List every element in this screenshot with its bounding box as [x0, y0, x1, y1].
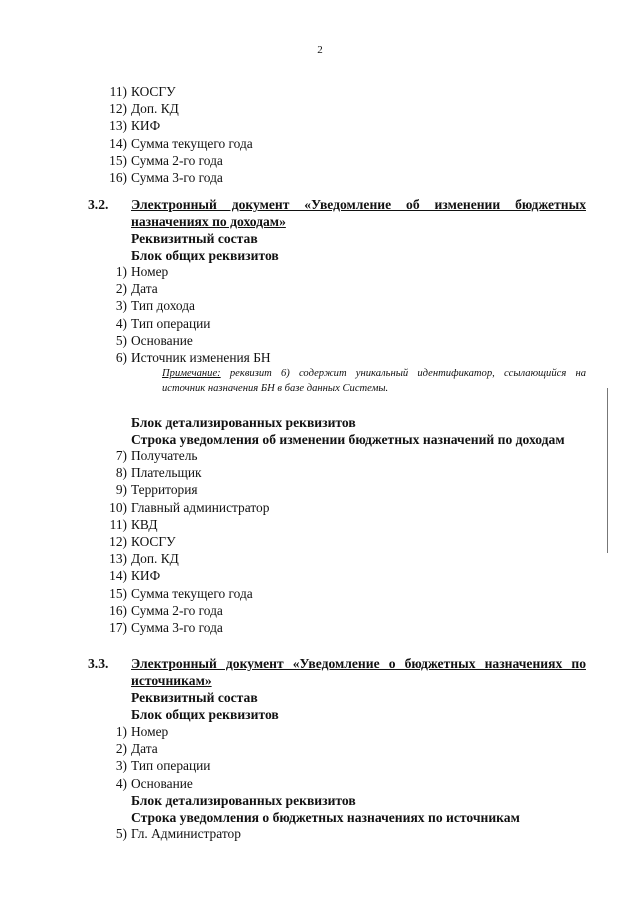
list-item-text: Тип дохода: [131, 298, 195, 314]
list-item: [101, 169, 501, 186]
list-item: [101, 315, 501, 332]
list-item-text: КИФ: [131, 568, 161, 584]
list-item: [101, 263, 501, 280]
list-item-text: Территория: [131, 482, 198, 498]
list-item-number: 15): [109, 152, 127, 168]
list-item: [101, 447, 501, 464]
list-item-text: КОСГУ: [131, 84, 176, 99]
section-3-2-title-line2: назначениях по доходам»: [131, 214, 286, 229]
section-3-3-detail-block-title: Блок детализированных реквизитов: [131, 793, 356, 808]
list-item-text: КОСГУ: [131, 534, 176, 549]
section-3-3-subtitle: Реквизитный состав: [131, 690, 258, 705]
list-item-number: 5): [115, 332, 127, 348]
list-item-text: Тип операции: [131, 758, 211, 774]
list-item-number: 5): [115, 826, 127, 841]
list-item-text: Главный администратор: [131, 499, 270, 515]
list-item: [101, 152, 501, 169]
list-item: [101, 740, 501, 757]
list-item-number: 15): [109, 585, 127, 601]
section-3-2-common-block-title: Блок общих реквизитов: [131, 248, 279, 263]
list-item: [101, 297, 501, 314]
list-item-text: Основание: [131, 332, 193, 348]
list-item-number: 17): [109, 620, 127, 635]
section-3-3-title-line2: источникам»: [131, 673, 212, 688]
list-item: [101, 516, 501, 533]
list-item-number: 14): [109, 135, 127, 151]
note-label: Примечание:: [162, 368, 221, 379]
list-item-number: 2): [115, 741, 127, 757]
list-item: [101, 117, 501, 134]
list-item-text: Номер: [131, 724, 169, 739]
list-item-text: КИФ: [131, 118, 161, 134]
section-3-2-detail-row-title: Строка уведомления об изменении бюджетных назначений по доходам: [131, 432, 565, 447]
list-item-text: Сумма текущего года: [131, 135, 253, 151]
list-item-text: Доп. КД: [131, 551, 179, 567]
list-item: [101, 280, 501, 297]
list-item-text: Источник изменения БН: [131, 350, 271, 365]
list-item: [101, 533, 501, 550]
list-item-number: 12): [109, 101, 127, 117]
list-item: [101, 757, 501, 774]
list-item: [101, 567, 501, 584]
list-item-text: Сумма 3-го года: [131, 620, 223, 635]
list-item: [101, 585, 501, 602]
list-item-text: Основание: [131, 775, 193, 791]
list-item: [101, 464, 501, 481]
section-3-2-detail-block-title: Блок детализированных реквизитов: [131, 415, 356, 430]
list-item: [101, 83, 501, 100]
list-item-text: Гл. Администратор: [131, 826, 241, 841]
list-item-number: 12): [109, 534, 127, 549]
list-item: [101, 602, 501, 619]
list-item: [101, 825, 501, 842]
list-item-text: Дата: [131, 741, 158, 757]
list-item-number: 8): [115, 465, 127, 481]
section-3-2-title-line1: Электронный документ «Уведомление об изменении бюджетных: [131, 197, 586, 212]
list-item-number: 6): [115, 350, 127, 365]
section-3-2-subtitle: Реквизитный состав: [131, 231, 258, 246]
note-line1: реквизит 6) содержит уникальный идентификатор, ссылающийся на: [220, 368, 586, 379]
margin-mark: [607, 388, 608, 553]
list-item-number: 10): [109, 499, 127, 515]
list-item-text: Сумма текущего года: [131, 585, 253, 601]
list-item-text: Плательщик: [131, 465, 202, 481]
list-item-text: Получатель: [131, 448, 198, 463]
list-item: [101, 723, 501, 740]
list-item-text: Сумма 2-го года: [131, 602, 223, 618]
list-item-number: 9): [115, 482, 127, 498]
list-item-number: 16): [109, 170, 127, 185]
list-item-text: Дата: [131, 281, 158, 297]
list-item: [101, 550, 501, 567]
note-line2: источник назначения БН в базе данных Системы.: [162, 383, 389, 394]
list-item-number: 14): [109, 568, 127, 584]
list-item-number: 11): [109, 84, 127, 99]
list-item-number: 4): [115, 775, 127, 791]
section-3-2-number: 3.2.: [88, 197, 109, 212]
section-3-3-number: 3.3.: [88, 656, 109, 671]
list-item-number: 4): [115, 315, 127, 331]
section-3-3-detail-row-title: Строка уведомления о бюджетных назначениях по источникам: [131, 810, 520, 825]
list-item-number: 16): [109, 602, 127, 618]
list-item: [101, 619, 501, 636]
section-3-2-note: [162, 366, 586, 396]
list-item-text: Тип операции: [131, 315, 211, 331]
list-item-number: 13): [109, 551, 127, 567]
list-item-number: 1): [115, 264, 127, 279]
list-item: [101, 775, 501, 792]
list-item-number: 7): [115, 448, 127, 463]
list-item-text: КВД: [131, 516, 158, 532]
list-item-number: 1): [115, 724, 127, 739]
section-3-3-common-block-title: Блок общих реквизитов: [131, 707, 279, 722]
list-item-number: 2): [115, 281, 127, 297]
list-item-number: 3): [115, 298, 127, 314]
list-item-number: 11): [109, 516, 127, 532]
list-item: [101, 349, 501, 366]
list-item: [101, 332, 501, 349]
section-3-3-title-line1: Электронный документ «Уведомление о бюджетных назначениях по: [131, 656, 586, 671]
list-item-text: Номер: [131, 264, 169, 279]
list-item: [101, 481, 501, 498]
list-item-number: 13): [109, 118, 127, 134]
list-item-text: Сумма 3-го года: [131, 170, 223, 185]
list-item-number: 3): [115, 758, 127, 774]
list-item-text: Сумма 2-го года: [131, 152, 223, 168]
page-number: 2: [317, 44, 323, 56]
list-item: [101, 499, 501, 516]
list-item: [101, 100, 501, 117]
list-item: [101, 135, 501, 152]
list-item-text: Доп. КД: [131, 101, 179, 117]
